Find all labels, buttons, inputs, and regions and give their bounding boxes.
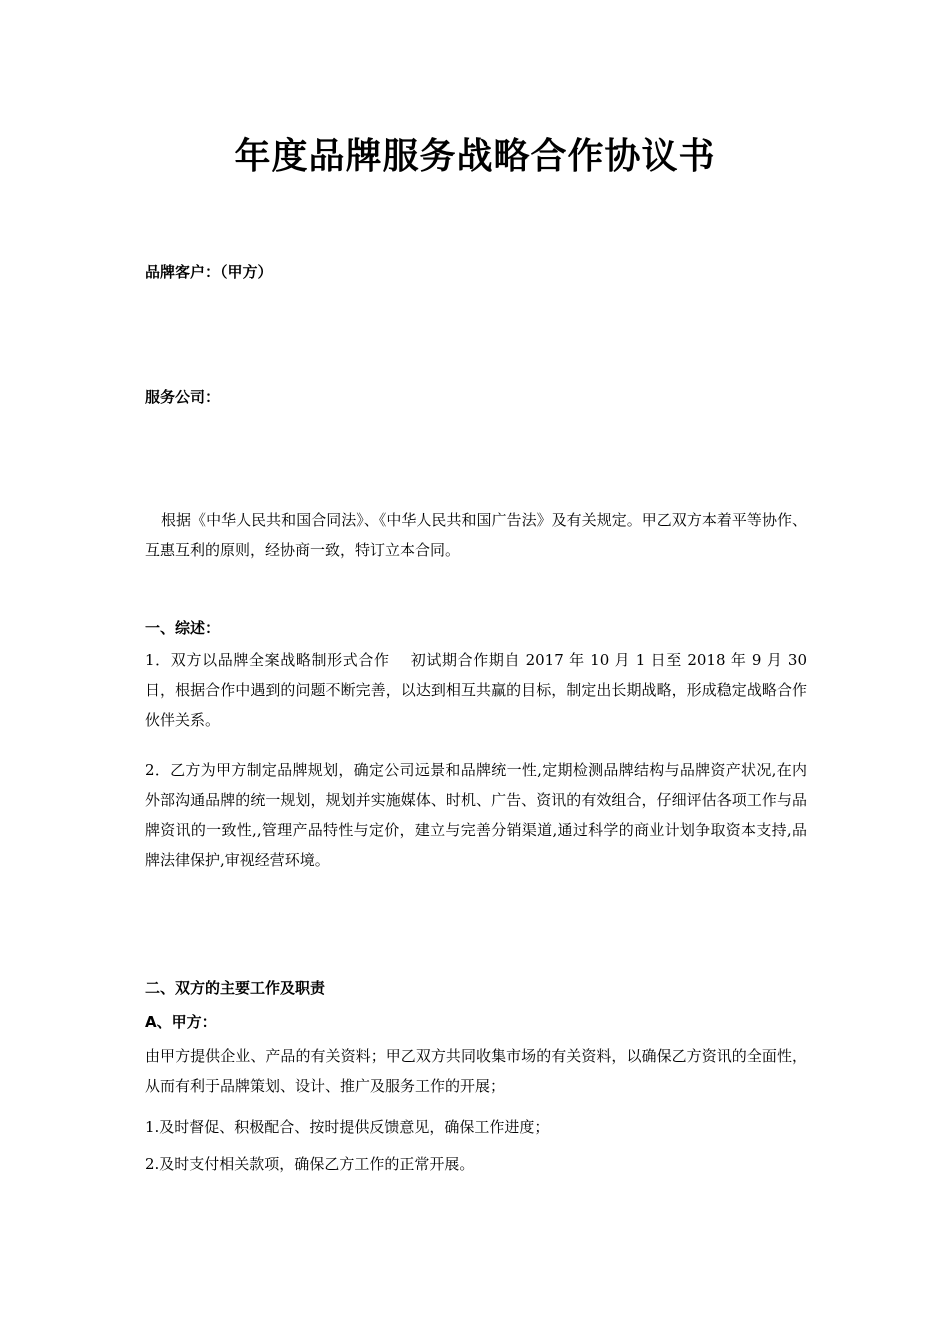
party-a-item-2: 2.及时支付相关款项，确保乙方工作的正常开展。 bbox=[145, 1155, 475, 1173]
section-2-heading: 二、双方的主要工作及职责 bbox=[145, 979, 326, 997]
service-company-label: 服务公司： bbox=[145, 388, 221, 406]
party-a-intro: 由甲方提供企业、产品的有关资料；甲乙双方共同收集市场的有关资料，以确保乙方资讯的全面性，从而有利于品牌策划、设计、推广及服务工作的开展； bbox=[145, 1047, 807, 1095]
client-label: 品牌客户：（甲方） bbox=[145, 263, 273, 281]
section-1-heading: 一、综述： bbox=[145, 619, 221, 637]
document-title: 年度品牌服务战略合作协议书 bbox=[234, 136, 716, 177]
section-1-item-2: 2．乙方为甲方制定品牌规划，确定公司远景和品牌统一性,定期检测品牌结构与品牌资产状况,在内外部沟通品牌的统一规划，规划并实施媒体、时机、广告、资讯的有效组合，仔细评估各项工作与品牌资讯的一致性,,管理产品特性与定价，建立与完善分销渠道,通过科学的商业计划争取资本支持,品牌法律保护,审视经营环境。 bbox=[145, 761, 807, 869]
intro-paragraph: 根据《中华人民共和国合同法》、《中华人民共和国广告法》及有关规定。甲乙双方本着平等协作、互惠互利的原则，经协商一致，特订立本合同。 bbox=[145, 511, 807, 559]
section-1-item-1: 1．双方以品牌全案战略制形式合作 初试期合作期自 2017 年 10 月 1 日至 2018 年 9 月 30 日，根据合作中遇到的问题不断完善，以达到相互共赢的目标，制定出长期战略，形成稳定战略合作伙伴关系。 bbox=[145, 651, 807, 729]
party-a-heading: A、甲方： bbox=[145, 1013, 217, 1031]
party-a-item-1: 1.及时督促、积极配合、按时提供反馈意见，确保工作进度； bbox=[145, 1118, 550, 1136]
